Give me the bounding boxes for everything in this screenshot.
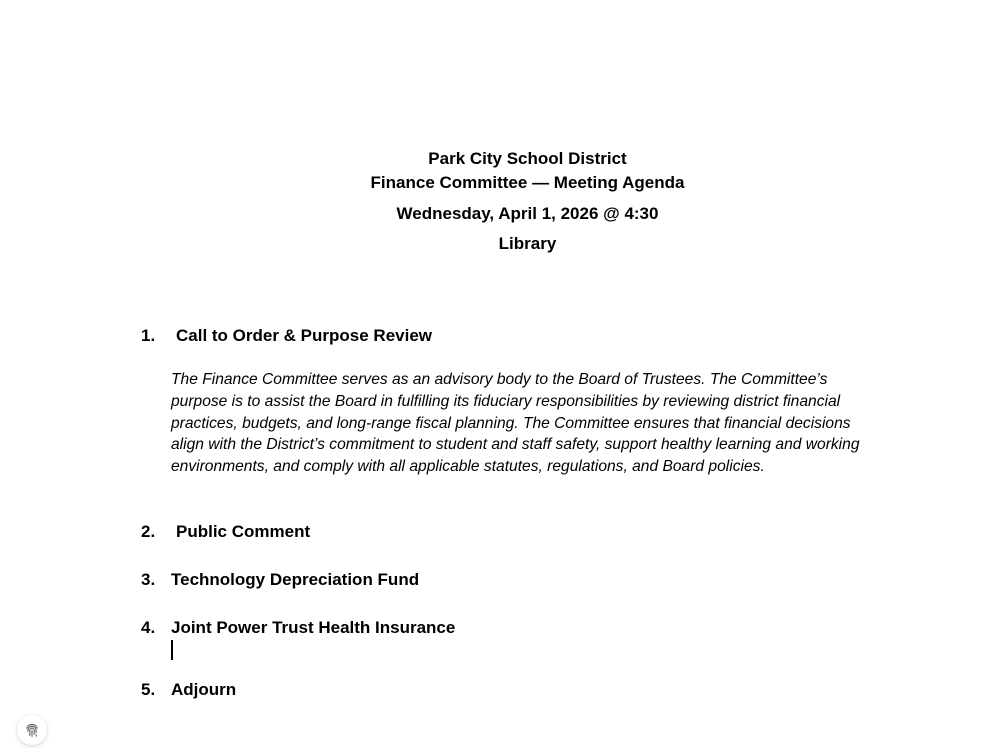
agenda-item-2 xyxy=(141,521,310,543)
agenda-item-title: Call to Order & Purpose Review xyxy=(176,326,433,345)
agenda-item-3 xyxy=(141,569,419,591)
agenda-item-title: Public Comment xyxy=(176,522,311,541)
purpose-paragraph: The Finance Committee serves as an advisory body to the Board of Trustees. The Committee’s purpose is to assist the Board in fulfilling its fiduciary responsibilities by reviewing district financial practices, budgets, and long-range fiscal planning. The Committee ensures that financial decisions align with the District’s commitment to student and staff safety, support healthy learning and working environments, and comply with all applicable statutes, regulations, and Board policies. xyxy=(171,371,860,476)
agenda-item-title: Technology Depreciation Fund xyxy=(171,570,420,589)
agenda-item-title: Adjourn xyxy=(171,680,237,699)
agenda-item-number: 5. xyxy=(141,680,156,699)
fingerprint-icon xyxy=(23,721,41,739)
district-title: Park City School District xyxy=(428,149,627,168)
fingerprint-button[interactable] xyxy=(17,715,47,745)
agenda-item-5 xyxy=(141,679,236,701)
committee-title: Finance Committee — Meeting Agenda xyxy=(370,173,685,192)
meeting-location: Library xyxy=(498,234,557,253)
agenda-item-number: 3. xyxy=(141,570,156,589)
agenda-item-title: Joint Power Trust Health Insurance xyxy=(171,618,456,637)
agenda-item-number: 4. xyxy=(141,618,156,637)
text-cursor[interactable] xyxy=(171,640,173,660)
agenda-item-1 xyxy=(141,325,432,347)
agenda-item-4 xyxy=(141,617,455,639)
agenda-item-number: 2. xyxy=(141,522,156,541)
agenda-item-number: 1. xyxy=(141,326,156,345)
meeting-datetime: Wednesday, April 1, 2026 @ 4:30 xyxy=(396,204,659,223)
